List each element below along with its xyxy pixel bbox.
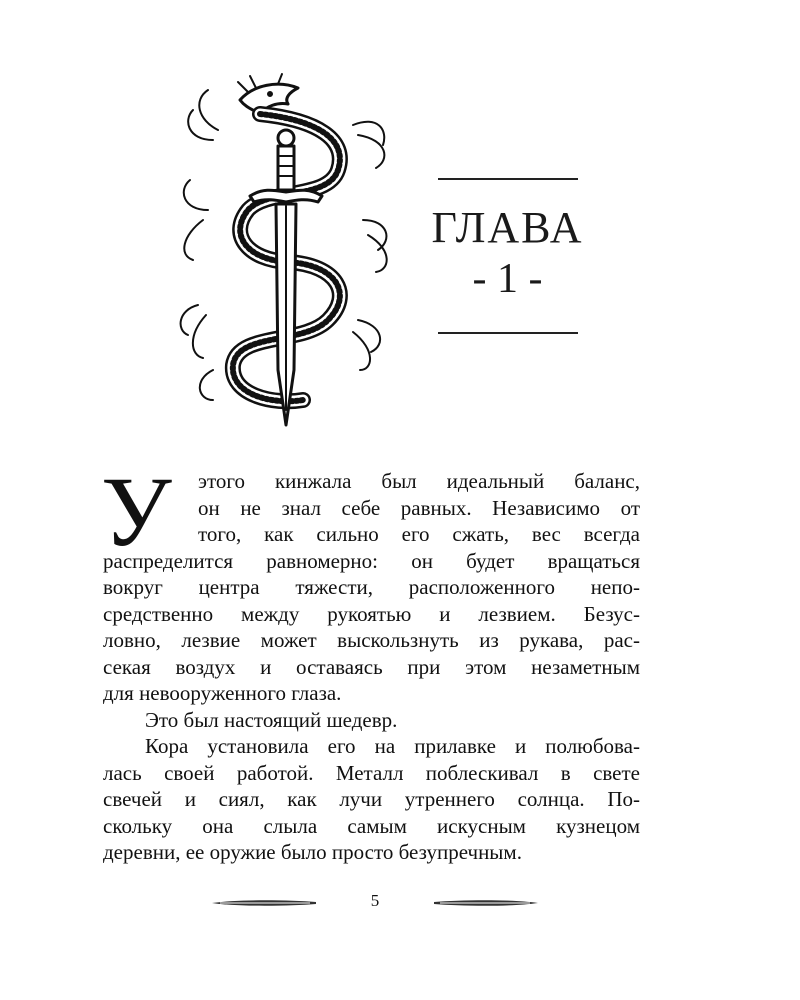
text-line: свечей и сиял, как лучи утреннего солнца. По-	[103, 787, 640, 811]
body-text	[101, 456, 640, 866]
text-line: для невооруженного глаза.	[103, 681, 342, 705]
text-line: секая воздух и оставаясь при этом незаметным	[103, 654, 640, 679]
drop-cap: У	[101, 456, 172, 567]
text-line: вокруг центра тяжести, расположенного непо-	[103, 575, 640, 599]
chapter-number: - 1 -	[472, 256, 543, 302]
text-line: он не знал себе равных. Независимо от	[198, 495, 640, 520]
text-line: распределится равномерно: он будет вращаться	[103, 548, 640, 573]
text-line: деревни, ее оружие было просто безупречным.	[103, 840, 522, 864]
chapter-heading	[420, 178, 595, 334]
text-line: того, как сильно его сжать, вес всегда	[198, 522, 640, 546]
serpent-dagger-illustration	[178, 70, 398, 435]
text-line: Кора установила его на прилавке и полюбова-	[145, 734, 640, 758]
text-line: Это был настоящий шедевр.	[145, 707, 398, 732]
text-line: ловно, лезвие может выскользнуть из рукава, рас-	[103, 628, 640, 652]
chapter-rule-top	[438, 178, 578, 180]
chapter-title: ГЛАВА	[431, 203, 584, 252]
text-line: этого кинжала был идеальный баланс,	[198, 469, 640, 493]
page-number: 5	[370, 891, 380, 910]
text-line: лась своей работой. Металл поблескивал в свете	[103, 760, 640, 785]
text-line: скольку она слыла самым искусным кузнецом	[103, 813, 640, 838]
footer-ornament-right	[432, 898, 540, 908]
page-footer	[210, 888, 540, 918]
text-line: средственно между рукоятью и лезвием. Безус-	[103, 601, 640, 626]
chapter-rule-bottom	[438, 332, 578, 334]
